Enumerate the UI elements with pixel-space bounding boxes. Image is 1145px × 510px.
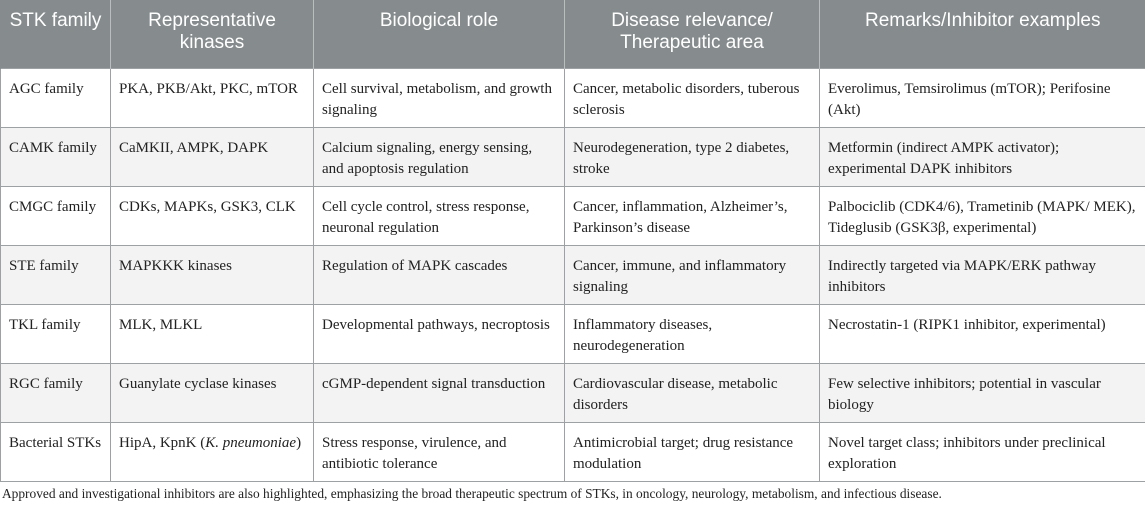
cell-role: Cell survival, metabolism, and growth signaling [314, 68, 565, 127]
cell-role: Calcium signaling, energy sensing, and apoptosis regulation [314, 127, 565, 186]
cell-kinases [111, 422, 314, 481]
cell-disease: Antimicrobial target; drug resistance modulation [565, 422, 820, 481]
cell-remarks: Palbociclib (CDK4/6), Trametinib (MAPK/ MEK), Tideglusib (GSK3β, experimental) [820, 186, 1145, 245]
cell-remarks: Few selective inhibitors; potential in vascular biology [820, 363, 1145, 422]
cell-family: CAMK family [1, 127, 111, 186]
header-stk-family: STK family [1, 0, 111, 68]
cell-remarks: Everolimus, Temsirolimus (mTOR); Perifosine (Akt) [820, 68, 1145, 127]
cell-role: cGMP-dependent signal transduction [314, 363, 565, 422]
cell-kinases: Guanylate cyclase kinases [111, 363, 314, 422]
cell-role: Regulation of MAPK cascades [314, 245, 565, 304]
kinases-text: HipA, KpnK ( [119, 434, 206, 451]
cell-family: Bacterial STKs [1, 422, 111, 481]
species-name: K. pneumoniae [205, 434, 297, 451]
cell-remarks: Necrostatin-1 (RIPK1 inhibitor, experimental) [820, 304, 1145, 363]
table-footnote: Approved and investigational inhibitors are also highlighted, emphasizing the broad therapeutic spectrum of STKs, in oncology, neurology, metabolism, and infectious disease. [2, 486, 942, 501]
table-body [1, 68, 1145, 481]
cell-kinases: PKA, PKB/Akt, PKC, mTOR [111, 68, 314, 127]
cell-role: Developmental pathways, necroptosis [314, 304, 565, 363]
cell-family: STE family [1, 245, 111, 304]
cell-disease: Neurodegeneration, type 2 diabetes, stroke [565, 127, 820, 186]
cell-disease: Cancer, immune, and inflammatory signaling [565, 245, 820, 304]
cell-kinases: CDKs, MAPKs, GSK3, CLK [111, 186, 314, 245]
cell-role: Cell cycle control, stress response, neuronal regulation [314, 186, 565, 245]
table-row [1, 422, 1145, 481]
cell-disease: Cancer, inflammation, Alzheimer’s, Parkinson’s disease [565, 186, 820, 245]
header-biological-role: Biological role [314, 0, 565, 68]
table-header [1, 0, 1145, 68]
header-row [1, 0, 1145, 68]
table-row [1, 68, 1145, 127]
cell-family: TKL family [1, 304, 111, 363]
header-remarks: Remarks/Inhibitor examples [820, 0, 1145, 68]
header-representative-kinases: Representative kinases [111, 0, 314, 68]
cell-kinases: CaMKII, AMPK, DAPK [111, 127, 314, 186]
table-row [1, 304, 1145, 363]
table-row [1, 363, 1145, 422]
cell-remarks: Metformin (indirect AMPK activator); experimental DAPK inhibitors [820, 127, 1145, 186]
cell-family: RGC family [1, 363, 111, 422]
cell-role: Stress response, virulence, and antibiotic tolerance [314, 422, 565, 481]
cell-kinases: MLK, MLKL [111, 304, 314, 363]
cell-kinases: MAPKKK kinases [111, 245, 314, 304]
cell-disease: Inflammatory diseases, neurodegeneration [565, 304, 820, 363]
table-row [1, 127, 1145, 186]
table-row [1, 186, 1145, 245]
cell-remarks: Indirectly targeted via MAPK/ERK pathway inhibitors [820, 245, 1145, 304]
cell-family: AGC family [1, 68, 111, 127]
kinases-text-end: ) [296, 434, 302, 451]
cell-disease: Cardiovascular disease, metabolic disorders [565, 363, 820, 422]
cell-remarks: Novel target class; inhibitors under preclinical exploration [820, 422, 1145, 481]
header-disease-relevance: Disease relevance/ Therapeutic area [565, 0, 820, 68]
cell-disease: Cancer, metabolic disorders, tuberous sclerosis [565, 68, 820, 127]
table-row [1, 245, 1145, 304]
cell-family: CMGC family [1, 186, 111, 245]
